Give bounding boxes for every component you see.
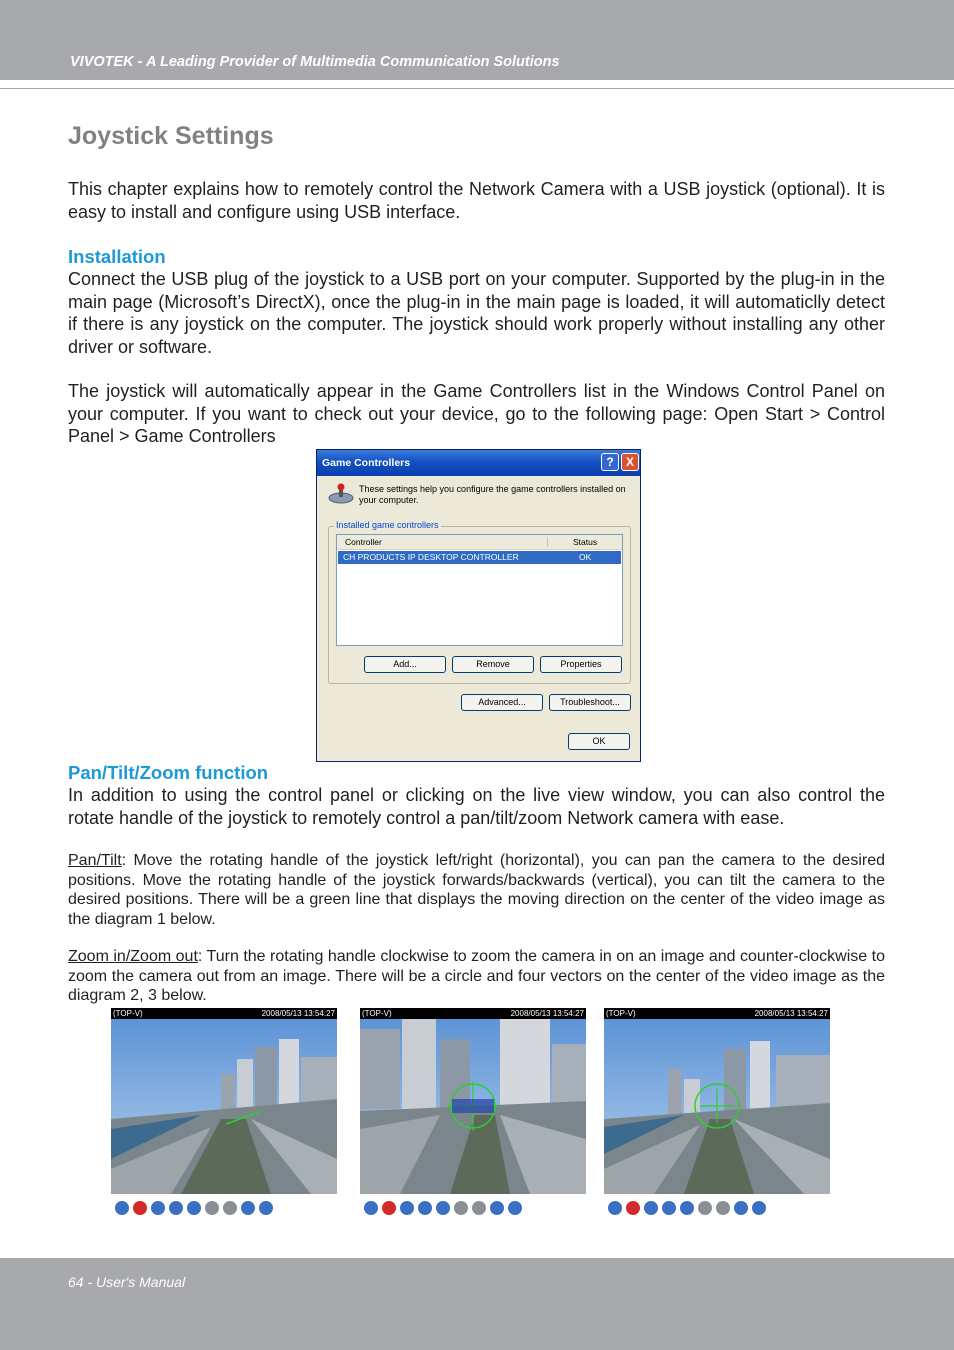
- record-icon[interactable]: [382, 1201, 396, 1215]
- camera-caption-bar: [604, 1008, 830, 1019]
- pan-tilt-term: Pan/Tilt: [68, 852, 122, 869]
- intro-paragraph: This chapter explains how to remotely control the Network Camera with a USB joystick (optional). It is easy to install and configure using USB interface.: [68, 179, 885, 222]
- game-controllers-dialog: [316, 449, 641, 762]
- camera-view-zoom-out: [604, 1008, 830, 1220]
- volume-icon[interactable]: [472, 1201, 486, 1215]
- zoom-paragraph: [68, 947, 885, 1006]
- zoom-icon[interactable]: [364, 1201, 378, 1215]
- footer-bar: [0, 1258, 954, 1350]
- camera-video-image: [111, 1019, 337, 1194]
- talk-icon[interactable]: [490, 1201, 504, 1215]
- snapshot-icon[interactable]: [400, 1201, 414, 1215]
- header-title: VIVOTEK - A Leading Provider of Multimedia Communication Solutions: [70, 54, 560, 70]
- record-icon[interactable]: [133, 1201, 147, 1215]
- volume-icon[interactable]: [716, 1201, 730, 1215]
- page-title: Joystick Settings: [68, 122, 274, 150]
- microphone-icon[interactable]: [259, 1201, 273, 1215]
- camera-label: (TOP-V): [606, 1009, 636, 1018]
- dialog-title: Game Controllers: [322, 457, 411, 469]
- dialog-description: These settings help you configure the game controllers installed on your computer.: [359, 484, 626, 505]
- camera-view-pan-tilt: [111, 1008, 337, 1220]
- installation-paragraph-1: Connect the USB plug of the joystick to a USB port on your computer. Supported by the plug-in in the main page (Microsoft’s DirectX), once the plug-in in the main page is loaded, it will automaticlly detect if there is any joystick on the computer. The joystick should work properly without installing any other driver or software.: [68, 269, 885, 357]
- column-controller[interactable]: Controller: [345, 537, 382, 547]
- camera-label: (TOP-V): [113, 1009, 143, 1018]
- page-number: 64 - User's Manual: [68, 1274, 186, 1290]
- ptz-heading: Pan/Tilt/Zoom function: [68, 762, 269, 783]
- remove-button[interactable]: Remove: [452, 656, 534, 673]
- zoom-term: Zoom in/Zoom out: [68, 948, 198, 965]
- camera-view-zoom-in: [360, 1008, 586, 1220]
- pause-icon[interactable]: [418, 1201, 432, 1215]
- camera-video-image: [604, 1019, 830, 1194]
- stop-icon[interactable]: [187, 1201, 201, 1215]
- camera-label: (TOP-V): [362, 1009, 392, 1018]
- column-status[interactable]: Status: [573, 537, 598, 547]
- zoom-indicator: [452, 1099, 494, 1113]
- camera-control-toolbar: [604, 1196, 830, 1220]
- installation-paragraph-2: The joystick will automatically appear in the Game Controllers list in the Windows Control Panel on your computer. If you want to check out your device, go to the following page: Open Start > Control Panel > Game Controllers: [68, 381, 885, 446]
- zoom-text: : Turn the rotating handle clockwise to zoom the camera in on an image and counter-clockwise to zoom the camera out from an image. There will be a circle and four vectors on the center of the video image as the diagram 2, 3 below.: [68, 948, 886, 1004]
- list-item[interactable]: [338, 551, 621, 564]
- mute-icon[interactable]: [698, 1201, 712, 1215]
- camera-timestamp: 2008/05/13 13:54:27: [754, 1009, 828, 1018]
- camera-timestamp: 2008/05/13 13:54:27: [261, 1009, 335, 1018]
- microphone-icon[interactable]: [752, 1201, 766, 1215]
- group-label: Installed game controllers: [336, 520, 439, 530]
- camera-timestamp: 2008/05/13 13:54:27: [510, 1009, 584, 1018]
- controller-status: OK: [579, 552, 592, 562]
- list-header: [337, 535, 622, 550]
- close-button[interactable]: X: [621, 453, 639, 471]
- volume-icon[interactable]: [223, 1201, 237, 1215]
- controller-name: CH PRODUCTS IP DESKTOP CONTROLLER: [343, 552, 519, 562]
- snapshot-icon[interactable]: [644, 1201, 658, 1215]
- joystick-icon: [327, 483, 355, 505]
- camera-control-toolbar: [111, 1196, 337, 1220]
- stop-icon[interactable]: [680, 1201, 694, 1215]
- ptz-paragraph: In addition to using the control panel or clicking on the live view window, you can also control the rotate handle of the joystick to remotely control a pan/tilt/zoom Network camera with ease.: [68, 785, 885, 828]
- camera-video-image: [360, 1019, 586, 1194]
- talk-icon[interactable]: [241, 1201, 255, 1215]
- advanced-button[interactable]: Advanced...: [461, 694, 543, 711]
- talk-icon[interactable]: [734, 1201, 748, 1215]
- camera-caption-bar: [360, 1008, 586, 1019]
- stop-icon[interactable]: [436, 1201, 450, 1215]
- controllers-list[interactable]: [336, 534, 623, 646]
- troubleshoot-button[interactable]: Troubleshoot...: [549, 694, 631, 711]
- pause-icon[interactable]: [662, 1201, 676, 1215]
- snapshot-icon[interactable]: [151, 1201, 165, 1215]
- camera-caption-bar: [111, 1008, 337, 1019]
- ok-button[interactable]: OK: [568, 733, 630, 750]
- zoom-icon[interactable]: [115, 1201, 129, 1215]
- properties-button[interactable]: Properties: [540, 656, 622, 673]
- camera-control-toolbar: [360, 1196, 586, 1220]
- zoom-icon[interactable]: [608, 1201, 622, 1215]
- dialog-titlebar: [317, 450, 640, 476]
- installation-heading: Installation: [68, 246, 166, 267]
- pause-icon[interactable]: [169, 1201, 183, 1215]
- record-icon[interactable]: [626, 1201, 640, 1215]
- pan-tilt-text: : Move the rotating handle of the joystick left/right (horizontal), you can pan the camera to the desired positions. Move the rotating handle of the joystick forwards/backwards (vertical), you can tilt the camera to the desired positions. There will be a green line that displays the moving direction on the center of the video image as the diagram 1 below.: [68, 852, 885, 928]
- add-button[interactable]: Add...: [364, 656, 446, 673]
- mute-icon[interactable]: [454, 1201, 468, 1215]
- column-divider: [547, 537, 548, 547]
- mute-icon[interactable]: [205, 1201, 219, 1215]
- help-button[interactable]: ?: [601, 453, 619, 471]
- microphone-icon[interactable]: [508, 1201, 522, 1215]
- pan-tilt-paragraph: [68, 851, 885, 929]
- header-divider: [0, 88, 954, 89]
